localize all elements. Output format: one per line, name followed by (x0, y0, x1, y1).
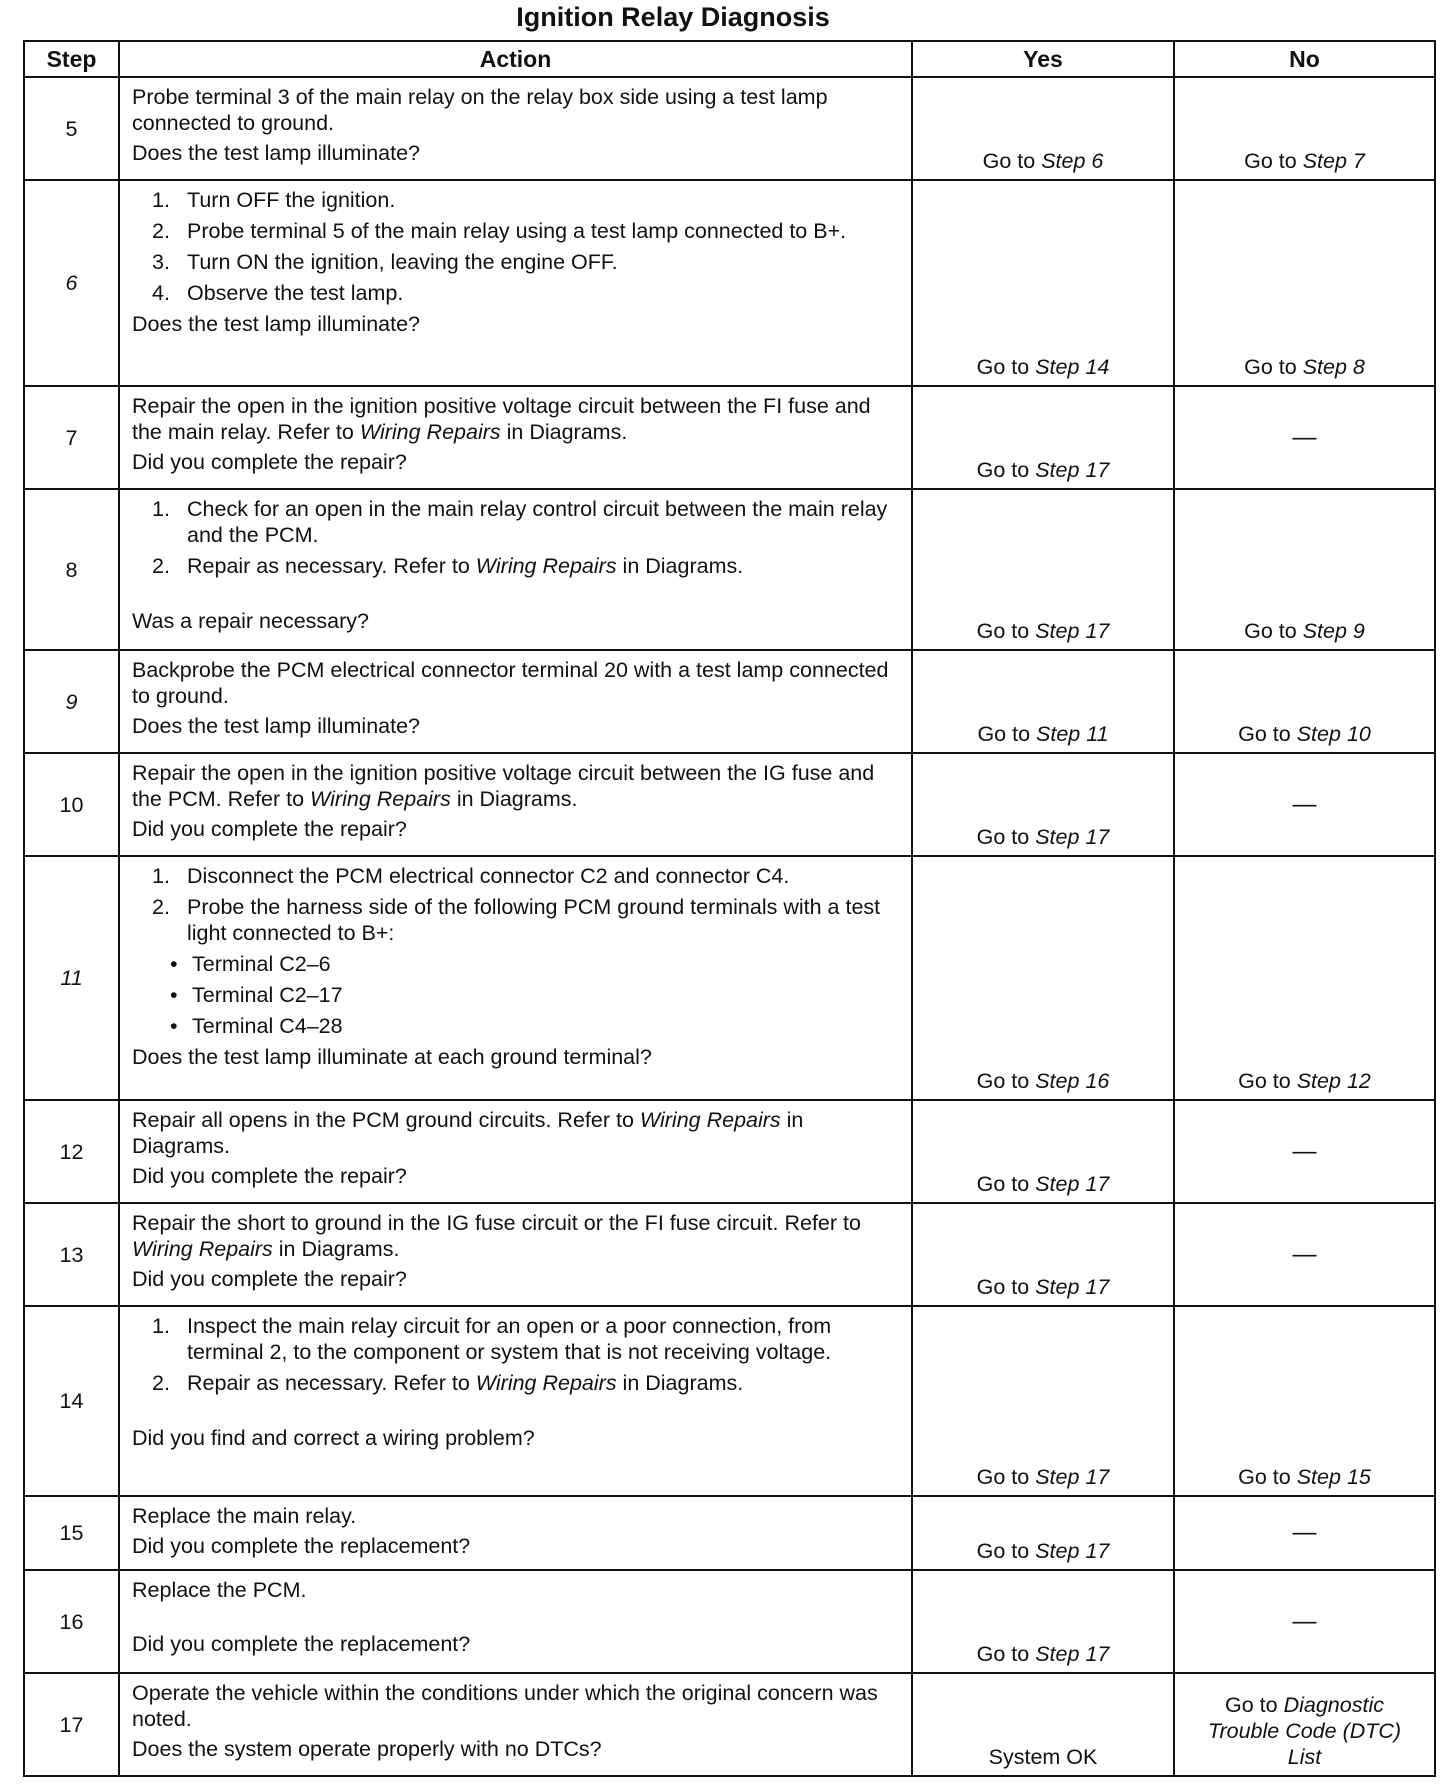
action-text: Replace the PCM. (132, 1578, 307, 1602)
yes-step-ref: 17 (1085, 1539, 1110, 1563)
action-text: Operate the vehicle within the conditions under which the original concern was noted. (132, 1681, 878, 1731)
table-row (24, 1203, 1435, 1306)
no-step-ref: 10 (1346, 722, 1371, 746)
action-cell (119, 180, 912, 386)
yes-step-ref: 17 (1085, 619, 1110, 643)
table-row (24, 1306, 1435, 1496)
action-cell (119, 1496, 912, 1570)
dash: — (1292, 790, 1317, 818)
action-cell (119, 1673, 912, 1776)
yes-step-ref: 17 (1085, 1172, 1110, 1196)
action-question: Did you find and correct a wiring problem? (132, 1426, 535, 1450)
list-item: 2. Repair as necessary. Refer to Wiring Repairs in Diagrams. (152, 554, 744, 578)
action-text: Repair all opens in the PCM ground circuits. Refer to Wiring Repairs in Diagrams. (132, 1108, 804, 1158)
action-text: Replace the main relay. (132, 1504, 357, 1528)
action-question: Does the test lamp illuminate at each ground terminal? (132, 1045, 652, 1069)
action-cell (119, 650, 912, 753)
yes-step-ref: 14 (1085, 355, 1110, 379)
action-question: Did you complete the repair? (132, 1164, 407, 1188)
yes-step-ref: 17 (1085, 1642, 1110, 1666)
no-cell (1174, 386, 1435, 489)
step-cell (24, 180, 119, 386)
yes-cell: Go to Step 16 (912, 856, 1174, 1100)
step-cell (24, 489, 119, 650)
step-cell (24, 1306, 119, 1496)
step-cell (24, 856, 119, 1100)
yes-step-ref: 17 (1085, 458, 1110, 482)
diagnosis-table (23, 40, 1436, 1777)
step-cell (24, 1100, 119, 1203)
step-number: 17 (59, 1712, 84, 1737)
list-item: 1. Turn OFF the ignition. (152, 188, 396, 212)
step-number: 7 (65, 425, 78, 450)
dash: — (1292, 1519, 1317, 1546)
dtc-list-ref: Diagnostic Trouble Code (DTC) List (1207, 1693, 1402, 1769)
yes-step-ref: 17 (1085, 825, 1110, 849)
no-step-ref: 8 (1352, 355, 1365, 379)
action-question: Did you complete the repair? (132, 817, 407, 841)
table-row (24, 1673, 1435, 1776)
step-cell (24, 650, 119, 753)
no-cell: Go to Step 12 (1174, 856, 1435, 1100)
yes-cell: Go to Step 14 (912, 180, 1174, 386)
no-cell: Go to Step 9 (1174, 489, 1435, 650)
action-question: Did you complete the repair? (132, 1267, 407, 1291)
step-number: 5 (65, 116, 78, 141)
no-cell (1174, 1100, 1435, 1203)
dash: — (1292, 1137, 1317, 1165)
table-row (24, 77, 1435, 180)
bullet-item: • Terminal C2–17 (170, 983, 343, 1007)
table-row (24, 650, 1435, 753)
action-text: Probe terminal 3 of the main relay on the relay box side using a test lamp connected to ground. (132, 85, 828, 135)
no-cell: Go to Step 7 (1174, 77, 1435, 180)
list-item: 2. Repair as necessary. Refer to Wiring Repairs in Diagrams. (152, 1371, 744, 1395)
no-cell: Go to Diagnostic Trouble Code (DTC) List (1174, 1673, 1435, 1776)
step-header: Step (24, 41, 119, 77)
yes-cell (912, 1673, 1174, 1776)
yes-cell: Go to Step 17 (912, 489, 1174, 650)
action-question: Was a repair necessary? (132, 609, 369, 633)
no-cell: Go to Step 15 (1174, 1306, 1435, 1496)
yes-cell: Go to Step 17 (912, 1306, 1174, 1496)
step-cell (24, 77, 119, 180)
bullet-item: • Terminal C4–28 (170, 1014, 343, 1038)
yes-cell: Go to Step 17 (912, 1100, 1174, 1203)
yes-cell: Go to Step 17 (912, 1203, 1174, 1306)
document-title: Ignition Relay Diagnosis (516, 2, 830, 32)
action-cell (119, 77, 912, 180)
action-cell (119, 1570, 912, 1673)
action-header: Action (119, 41, 912, 77)
table-row (24, 180, 1435, 386)
no-cell (1174, 1496, 1435, 1570)
system-ok-text: System OK (988, 1745, 1098, 1769)
yes-step-ref: 11 (1086, 722, 1109, 746)
list-item: 2. Probe the harness side of the following PCM ground terminals with a test light connected to B+: (152, 895, 881, 945)
table-row (24, 1570, 1435, 1673)
list-item: 1. Inspect the main relay circuit for an open or a poor connection, from terminal 2, to the component or system that is not receiving voltage. (152, 1314, 832, 1364)
step-number: 16 (59, 1609, 84, 1634)
list-item: 1. Disconnect the PCM electrical connector C2 and connector C4. (152, 864, 790, 888)
yes-step-ref: 6 (1091, 149, 1104, 173)
dash: — (1292, 423, 1317, 451)
action-cell (119, 1100, 912, 1203)
step-cell (24, 1496, 119, 1570)
table-row (24, 856, 1435, 1100)
action-question: Did you complete the repair? (132, 450, 407, 474)
table-row (24, 753, 1435, 856)
action-text: Repair the open in the ignition positive voltage circuit between the IG fuse and the PCM. Refer to Wiring Repairs in Diagrams. (132, 761, 875, 811)
action-text: Backprobe the PCM electrical connector terminal 20 with a test lamp connected to ground. (132, 658, 889, 708)
list-item: 4. Observe the test lamp. (152, 281, 404, 305)
yes-step-ref: 16 (1085, 1069, 1110, 1093)
action-cell (119, 856, 912, 1100)
action-text: Repair the short to ground in the IG fuse circuit or the FI fuse circuit. Refer to Wiring Repairs in Diagrams. (132, 1211, 861, 1261)
yes-cell: Go to Step 11 (912, 650, 1174, 753)
no-step-ref: 9 (1352, 619, 1365, 643)
table-row (24, 1100, 1435, 1203)
no-step-ref: 7 (1352, 149, 1365, 173)
action-cell (119, 753, 912, 856)
no-cell (1174, 1203, 1435, 1306)
step-cell (24, 1570, 119, 1673)
table-row (24, 1496, 1435, 1570)
step-number: 9 (65, 689, 78, 714)
step-number: 14 (59, 1389, 84, 1413)
numbered-list (132, 863, 899, 946)
step-number: 11 (60, 966, 83, 990)
numbered-list (132, 496, 899, 579)
action-question: Did you complete the replacement? (132, 1534, 471, 1558)
bullet-list (132, 951, 899, 1039)
step-cell (24, 1203, 119, 1306)
action-cell (119, 489, 912, 650)
step-number: 8 (65, 557, 78, 582)
step-number: 6 (65, 271, 78, 295)
yes-cell: Go to Step 6 (912, 77, 1174, 180)
no-step-ref: 12 (1346, 1069, 1371, 1093)
yes-cell: Go to Step 17 (912, 1570, 1174, 1673)
action-question: Did you complete the replacement? (132, 1632, 471, 1656)
step-number: 10 (59, 792, 84, 817)
numbered-list (132, 1313, 899, 1396)
yes-header: Yes (912, 41, 1174, 77)
yes-cell: Go to Step 17 (912, 1496, 1174, 1570)
header-row (24, 41, 1435, 77)
action-question: Does the test lamp illuminate? (132, 141, 421, 165)
bullet-item: • Terminal C2–6 (170, 952, 331, 976)
step-cell (24, 386, 119, 489)
action-question: Does the test lamp illuminate? (132, 312, 421, 336)
list-item: 1. Check for an open in the main relay control circuit between the main relay and the PCM. (152, 497, 888, 547)
yes-step-ref: 17 (1085, 1465, 1110, 1489)
no-cell (1174, 1570, 1435, 1673)
step-number: 13 (59, 1242, 84, 1267)
table-row (24, 386, 1435, 489)
action-cell (119, 386, 912, 489)
yes-step-ref: 17 (1085, 1275, 1110, 1299)
action-text: Repair the open in the ignition positive voltage circuit between the FI fuse and the main relay. Refer to Wiring Repairs in Diagrams. (132, 394, 871, 444)
yes-cell: Go to Step 17 (912, 753, 1174, 856)
no-step-ref: 15 (1346, 1465, 1371, 1489)
step-number: 12 (59, 1139, 84, 1164)
action-cell (119, 1306, 912, 1496)
dash: — (1292, 1240, 1317, 1268)
step-number: 15 (59, 1521, 84, 1545)
no-cell (1174, 753, 1435, 856)
no-cell: Go to Step 8 (1174, 180, 1435, 386)
table-row (24, 489, 1435, 650)
action-cell (119, 1203, 912, 1306)
step-cell (24, 753, 119, 856)
numbered-list (132, 187, 899, 306)
action-question: Does the test lamp illuminate? (132, 714, 421, 738)
list-item: 2. Probe terminal 5 of the main relay using a test lamp connected to B+. (152, 219, 847, 243)
step-cell (24, 1673, 119, 1776)
no-cell: Go to Step 10 (1174, 650, 1435, 753)
action-question: Does the system operate properly with no DTCs? (132, 1737, 602, 1761)
yes-cell: Go to Step 17 (912, 386, 1174, 489)
list-item: 3. Turn ON the ignition, leaving the engine OFF. (152, 250, 618, 274)
no-header: No (1174, 41, 1435, 77)
dash: — (1292, 1607, 1317, 1635)
